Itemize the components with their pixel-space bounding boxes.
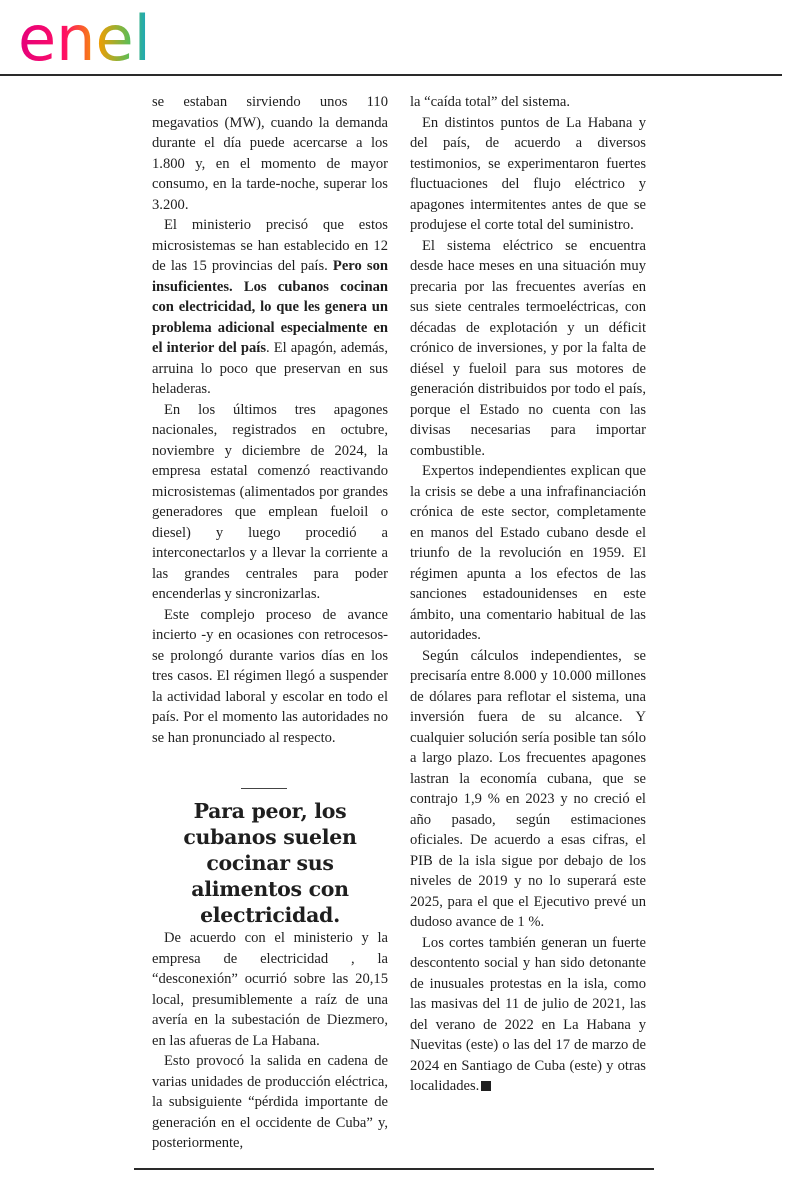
text-segment: De acuerdo con el ministerio y la empresa de electricidad , la “desconexión” ocurrió sobre las 20,15 local, presumiblemente a raíz de una avería en la subestación de Diezmero, en las afueras de La Habana. — [152, 930, 388, 1049]
article-column-left-continued — [152, 928, 388, 1154]
bold-text-segment: Pero son insuficientes. Los cubanos cocinan con electricidad, lo que les genera un problema adicional especialmente en el interior del país — [152, 258, 388, 356]
text-segment: Expertos independientes explican que la crisis se debe a una infrafinanciación crónica de este sector, completamente en manos del Estado cubano desde el triunfo de la revolución en 1959. El régimen apunta a los efectos de las sanciones estadounidenses en este ámbito, una comentario habitual de las autoridades. — [410, 463, 646, 643]
article-paragraph — [410, 646, 646, 933]
article-paragraph — [152, 400, 388, 605]
article-paragraph — [152, 92, 388, 215]
text-segment: Esto provocó la salida en cadena de varias unidades de producción eléctrica, la subsiguiente “pérdida importante de generación en el occidente de Cuba” y, posteriormente, — [152, 1053, 388, 1151]
article-paragraph — [410, 236, 646, 462]
article-paragraph — [152, 215, 388, 400]
text-segment: se estaban sirviendo unos 110 megavatios (MW), cuando la demanda durante el día puede acercarse a los 1.800 y, en el momento de mayor consumo, en la tarde-noche, superar los 3.200. — [152, 94, 388, 213]
end-of-article-mark — [481, 1081, 491, 1091]
text-segment: Los cortes también generan un fuerte descontento social y han sido detonante de inusuales protestas en la isla, como las masivas del 11 de julio de 2021, las del verano de 2022 en La Habana y Nuevitas (este) o las del 17 de marzo de 2024 en Santiago de Cuba (este) y otras localidades. — [410, 934, 646, 1094]
article-paragraph — [410, 92, 646, 113]
text-segment: . El apagón, además, arruina lo poco que preservan en sus heladeras. — [152, 340, 388, 397]
article-column-right — [410, 92, 646, 1097]
article-paragraph — [410, 461, 646, 646]
top-rule — [0, 74, 782, 76]
article-paragraph — [152, 1051, 388, 1154]
enel-logo — [16, 6, 176, 68]
pull-quote-rule — [241, 788, 287, 789]
bottom-rule — [134, 1168, 654, 1170]
article-paragraph — [152, 928, 388, 1051]
text-segment: En los últimos tres apagones nacionales, registrados en octubre, noviembre y diciembre de 2024, la empresa estatal comenzó reactivando microsistemas (alimentados por grandes generadores que emplean fueloil o diesel) y luego procedió a interconectarlos y a llevar la corriente a las grandes centrales para poder encenderlas y sincronizarlas. — [152, 401, 388, 602]
article-column-left — [152, 92, 388, 748]
text-segment: Según cálculos independientes, se precisaría entre 8.000 y 10.000 millones de dólares para reflotar el sistema, una inversión fuera de su alcance. Y cualquier solución sería posible tan sólo a largo plazo. Los frecuentes apagones lastran la economía cubana, que se contrajo 1,9 % en 2023 y no creció el año pasado, según estimaciones oficiales. De acuerdo a esas cifras, el PIB de la isla sigue por debajo de los niveles de 2019 y no lo superará este 2025, para el que el Ejecutivo prevé un dudoso avance de 1 %. — [410, 647, 646, 930]
text-segment: El sistema eléctrico se encuentra desde hace meses en una situación muy precaria por las frecuentes averías en sus siete centrales termoeléctricas, con décadas de explotación y un déficit crónico de inversiones, y por la falta de diésel y fueloil para sus motores de generación distribuidos por todo el país, porque el Estado no cuenta con las divisas necesarias para importar combustible. — [410, 237, 646, 459]
article-paragraph — [410, 113, 646, 236]
article-paragraph — [152, 605, 388, 749]
pull-quote: Para peor, los cubanos suelen cocinar sus alimentos con electricidad. — [183, 799, 357, 927]
text-segment: Este complejo proceso de avance incierto -y en ocasiones con retrocesos- se prolongó durante varios días en los tres casos. El régimen llegó a suspender la actividad laboral y escolar en todo el país. Por el momento las autoridades no se han pronunciado al respecto. — [152, 606, 388, 746]
article-paragraph — [410, 933, 646, 1097]
text-segment: la “caída total” del sistema. — [410, 94, 571, 110]
text-segment: En distintos puntos de La Habana y del país, de acuerdo a diversos testimonios, se experimentaron fuertes fluctuaciones del flujo eléctrico y apagones intermitentes antes de que se produjese el corte total del suministro. — [410, 114, 646, 233]
text-segment: El ministerio precisó que estos microsistemas se han establecido en 12 de las 15 provincias del país. — [152, 217, 388, 274]
svg-text:enel: enel — [18, 6, 151, 68]
page-header — [0, 0, 800, 78]
